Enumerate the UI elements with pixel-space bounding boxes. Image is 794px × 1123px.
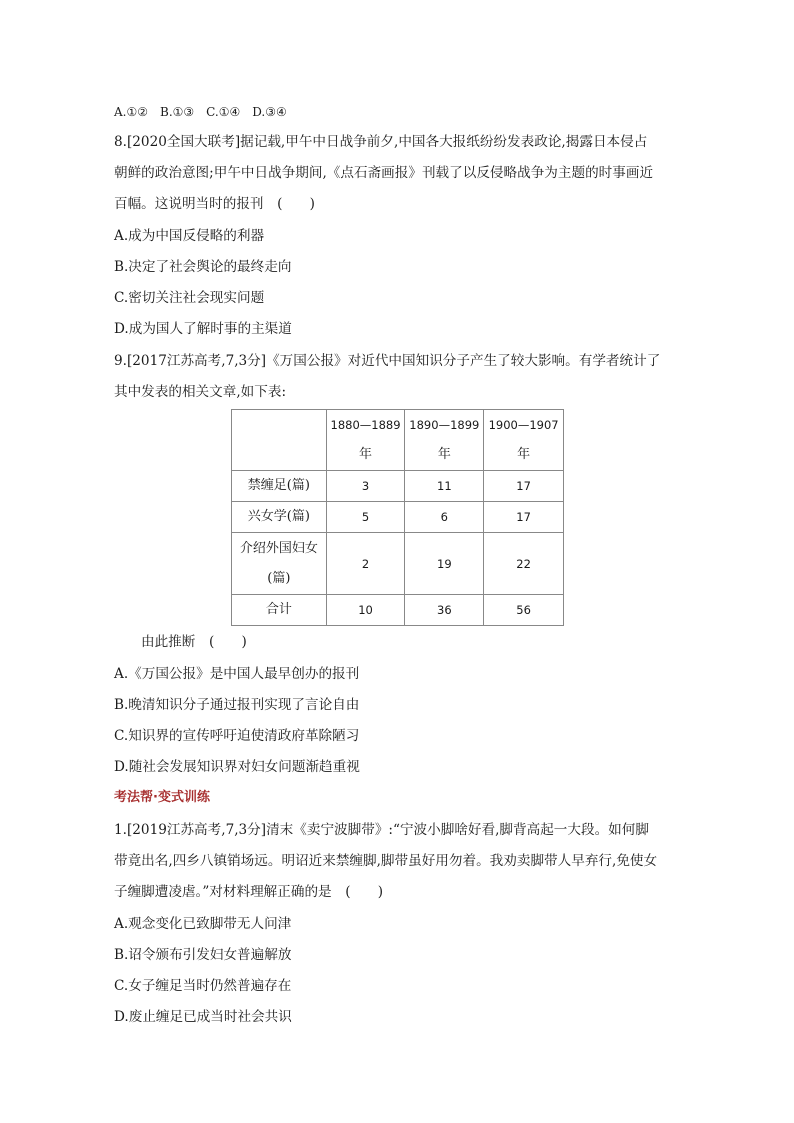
- q8-option-a: A.成为中国反侵略的利器: [114, 228, 265, 244]
- table-cell: 10: [326, 595, 405, 626]
- q8-stem-line-3: 百幅。这说明当时的报刊 ( ): [114, 196, 315, 212]
- s1-stem-line-1: 1.[2019江苏高考,7,3分]清末《卖宁波脚带》:“宁波小脚啥好看,脚背高起一大段。如何脚: [114, 822, 649, 838]
- table-row: [232, 533, 564, 595]
- table-cell: 3: [326, 471, 405, 502]
- article-stats-table: [231, 409, 564, 626]
- q8-stem-line-2: 朝鲜的政治意图;甲午中日战争期间,《点石斋画报》刊载了以反侵略战争为主题的时事画近: [114, 165, 654, 181]
- q8-option-b: B.决定了社会舆论的最终走向: [114, 259, 292, 275]
- q8-stem-line-1: 8.[2020全国大联考]据记载,甲午中日战争前夕,中国各大报纸纷纷发表政论,揭露日本侵占: [114, 134, 648, 150]
- row-label-line-2: (篇): [267, 570, 291, 586]
- s1-option-a: A.观念变化已致脚带无人问津: [114, 916, 292, 932]
- table-cell: 22: [484, 533, 564, 595]
- q9-option-c: C.知识界的宣传呼吁迫使清政府革除陋习: [114, 728, 360, 744]
- table-corner-cell: [232, 410, 327, 471]
- s1-stem-line-3: 子缠脚遭凌虐。”对材料理解正确的是 ( ): [114, 884, 384, 900]
- row-label: [232, 533, 327, 595]
- s1-option-d: D.废止缠足已成当时社会共识: [114, 1009, 292, 1025]
- prev-answer-options: A.①② B.①③ C.①④ D.③④: [114, 105, 287, 119]
- row-label-line-1: 介绍外国妇女: [239, 540, 318, 556]
- table-header-cell: [484, 410, 564, 471]
- table-cell: 6: [405, 502, 484, 533]
- table-cell: 17: [484, 502, 564, 533]
- table-header-cell: [326, 410, 405, 471]
- row-label: 禁缠足(篇): [232, 471, 327, 502]
- row-label: 兴女学(篇): [232, 502, 327, 533]
- table-row: [232, 471, 564, 502]
- table-cell: 36: [405, 595, 484, 626]
- table-row: [232, 502, 564, 533]
- header-unit: 年: [517, 447, 531, 462]
- table-cell: 56: [484, 595, 564, 626]
- header-years: 1900—1907: [488, 418, 559, 432]
- header-years: 1880—1889: [330, 418, 401, 432]
- header-years: 1890—1899: [409, 418, 480, 432]
- q9-stem-line-2: 其中发表的相关文章,如下表:: [114, 384, 287, 400]
- s1-option-b: B.诏令颁布引发妇女普遍解放: [114, 947, 292, 963]
- s1-option-c: C.女子缠足当时仍然普遍存在: [114, 978, 292, 994]
- q9-option-a: A.《万国公报》是中国人最早创办的报刊: [114, 666, 360, 682]
- table-header-cell: [405, 410, 484, 471]
- q9-option-d: D.随社会发展知识界对妇女问题渐趋重视: [114, 759, 360, 775]
- q8-option-c: C.密切关注社会现实问题: [114, 290, 265, 306]
- table-cell: 17: [484, 471, 564, 502]
- q9-prompt: 由此推断 ( ): [141, 634, 247, 650]
- s1-stem-line-2: 带竟出名,四乡八镇销场远。明诏近来禁缠脚,脚带虽好用勿着。我劝卖脚带人早弃行,免使女: [114, 853, 658, 869]
- header-unit: 年: [437, 447, 451, 462]
- header-unit: 年: [359, 447, 373, 462]
- table-cell: 19: [405, 533, 484, 595]
- q9-stem-line-1: 9.[2017江苏高考,7,3分]《万国公报》对近代中国知识分子产生了较大影响。有学者统计了: [114, 353, 661, 369]
- table-cell: 5: [326, 502, 405, 533]
- q9-option-b: B.晚清知识分子通过报刊实现了言论自由: [114, 697, 360, 713]
- table-cell: 11: [405, 471, 484, 502]
- q8-option-d: D.成为国人了解时事的主渠道: [114, 321, 292, 337]
- table-header-row: [232, 410, 564, 471]
- table-cell: 2: [326, 533, 405, 595]
- row-label: 合计: [232, 595, 327, 626]
- section-heading: 考法帮·变式训练: [114, 790, 210, 805]
- table-row-total: [232, 595, 564, 626]
